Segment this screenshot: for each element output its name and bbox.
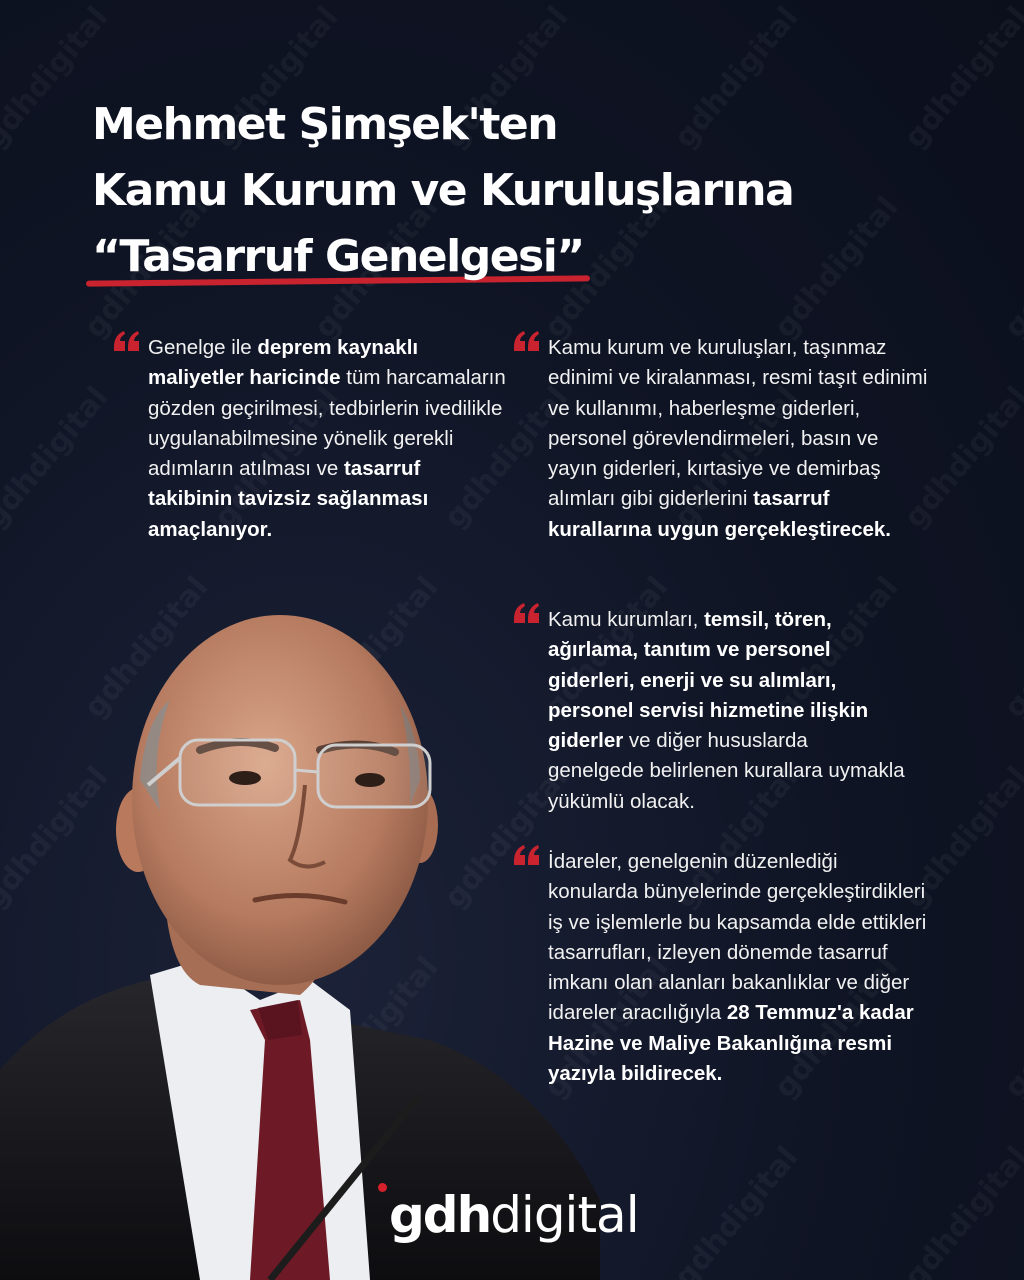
quote-text-2: [548, 333, 928, 545]
quote-segment: temsil, tören, ağırlama, tanıtım ve personel giderleri, enerji ve su alımları, personel servisi hizmetine ilişkin giderler: [548, 608, 869, 753]
quote-mark-icon: [512, 599, 542, 629]
logo-light-text: digital: [490, 1186, 639, 1244]
quote-segment: deprem kaynaklı maliyetler haricinde: [148, 336, 419, 390]
quote-segment: İdareler, genelgenin düzenlediği konularda bünyelerinde gerçekleştirdikleri iş ve işlemlerle bu kapsamda elde ettikleri tasarrufları, izleyen dönemde tasarruf imkanı olan alanları bakanlıklar ve diğer idareler aracılığıyla: [548, 850, 927, 1025]
quote-mark-icon: [512, 327, 542, 357]
gdhdigital-logo: [380, 1186, 639, 1256]
quote-text-1: [148, 333, 508, 545]
quote-text-4: [548, 847, 928, 1089]
quote-segment: Genelge ile: [148, 336, 258, 359]
quote-mark-icon: [112, 327, 142, 357]
quote-segment: tasarruf kurallarına uygun gerçekleştirecek.: [548, 487, 891, 541]
headline-line-2: Kamu Kurum ve Kuruluşlarına: [92, 165, 794, 216]
logo-red-dot: [378, 1183, 387, 1192]
quote-segment: 28 Temmuz'a kadar Hazine ve Maliye Bakanlığına resmi yazıyla bildirecek.: [548, 1001, 914, 1086]
quote-mark-icon: [512, 841, 542, 871]
quote-segment: Kamu kurum ve kuruluşları, taşınmaz edinimi ve kiralanması, resmi taşıt edinimi ve kullanımı, haberleşme giderleri, personel görevlendirmeleri, basın ve yayın giderleri, kırtasiye ve demirbaş alımları gibi giderlerini: [548, 336, 928, 511]
headline-line-3: “Tasarruf Genelgesi”: [92, 231, 584, 282]
headline: [92, 92, 952, 290]
quote-segment: Kamu kurumları,: [548, 608, 705, 631]
quote-segment: ve diğer hususlarda genelgede belirlenen kurallara uymakla yükümlü olacak.: [548, 729, 905, 813]
headline-highlight: [92, 224, 584, 290]
quote-segment: tüm harcamaların gözden geçirilmesi, tedbirlerin ivedilikle uygulanabilmesine yönelik gerekli adımların atılması ve: [148, 366, 506, 481]
logo-bold-text: gdh: [389, 1186, 491, 1244]
person-photo: [0, 600, 600, 1280]
quote-text-3: [548, 605, 908, 817]
quote-segment: tasarruf takibinin tavizsiz sağlanması amaçlanıyor.: [148, 457, 429, 541]
headline-line-1: Mehmet Şimşek'ten: [92, 99, 558, 150]
